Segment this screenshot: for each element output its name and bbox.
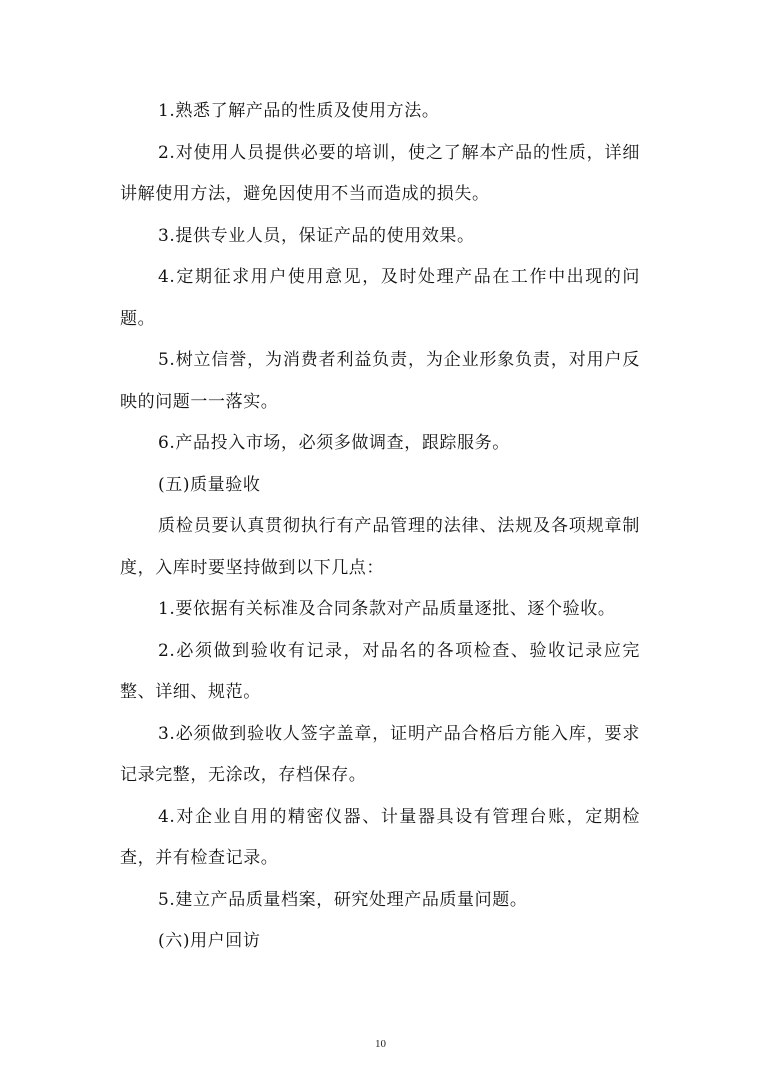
page-number: 10	[375, 1038, 386, 1050]
paragraph-service-item-1: 1.熟悉了解产品的性质及使用方法。	[158, 101, 440, 121]
section-heading-quality-acceptance: (五)质量验收	[158, 474, 261, 495]
section-heading-customer-visit: (六)用户回访	[158, 931, 261, 951]
paragraph-quality-item-5: 5.建立产品质量档案，研究处理产品质量问题。	[158, 889, 528, 910]
paragraph-service-item-2: 2.对使用人员提供必要的培训，使之了解本产品的性质，详细讲解使用方法，避免因使用不当而造成的损失。	[120, 142, 640, 204]
paragraph-quality-intro: 质检员要认真贯彻执行有产品管理的法律、法规及各项规章制度，入库时要坚持做到以下几点：	[120, 516, 640, 578]
paragraph-service-item-5: 5.树立信誉，为消费者利益负责，为企业形象负责，对用户反映的问题一一落实。	[120, 350, 640, 412]
paragraph-service-item-4: 4.定期征求用户使用意见，及时处理产品在工作中出现的问题。	[120, 267, 640, 329]
paragraph-service-item-3: 3.提供专业人员，保证产品的使用效果。	[158, 225, 475, 246]
paragraph-service-item-6: 6.产品投入市场，必须多做调查，跟踪服务。	[158, 433, 510, 453]
paragraph-quality-item-1: 1.要依据有关标准及合同条款对产品质量逐批、逐个验收。	[158, 599, 616, 619]
paragraph-quality-item-3: 3.必须做到验收人签字盖章，证明产品合格后方能入库，要求记录完整，无涂改，存档保存。	[120, 723, 640, 785]
page-body	[120, 91, 640, 963]
paragraph-quality-item-4: 4.对企业自用的精密仪器、计量器具设有管理台账，定期检查，并有检查记录。	[120, 806, 640, 868]
paragraph-quality-item-2: 2.必须做到验收有记录，对品名的各项检查、验收记录应完整、详细、规范。	[120, 640, 640, 702]
